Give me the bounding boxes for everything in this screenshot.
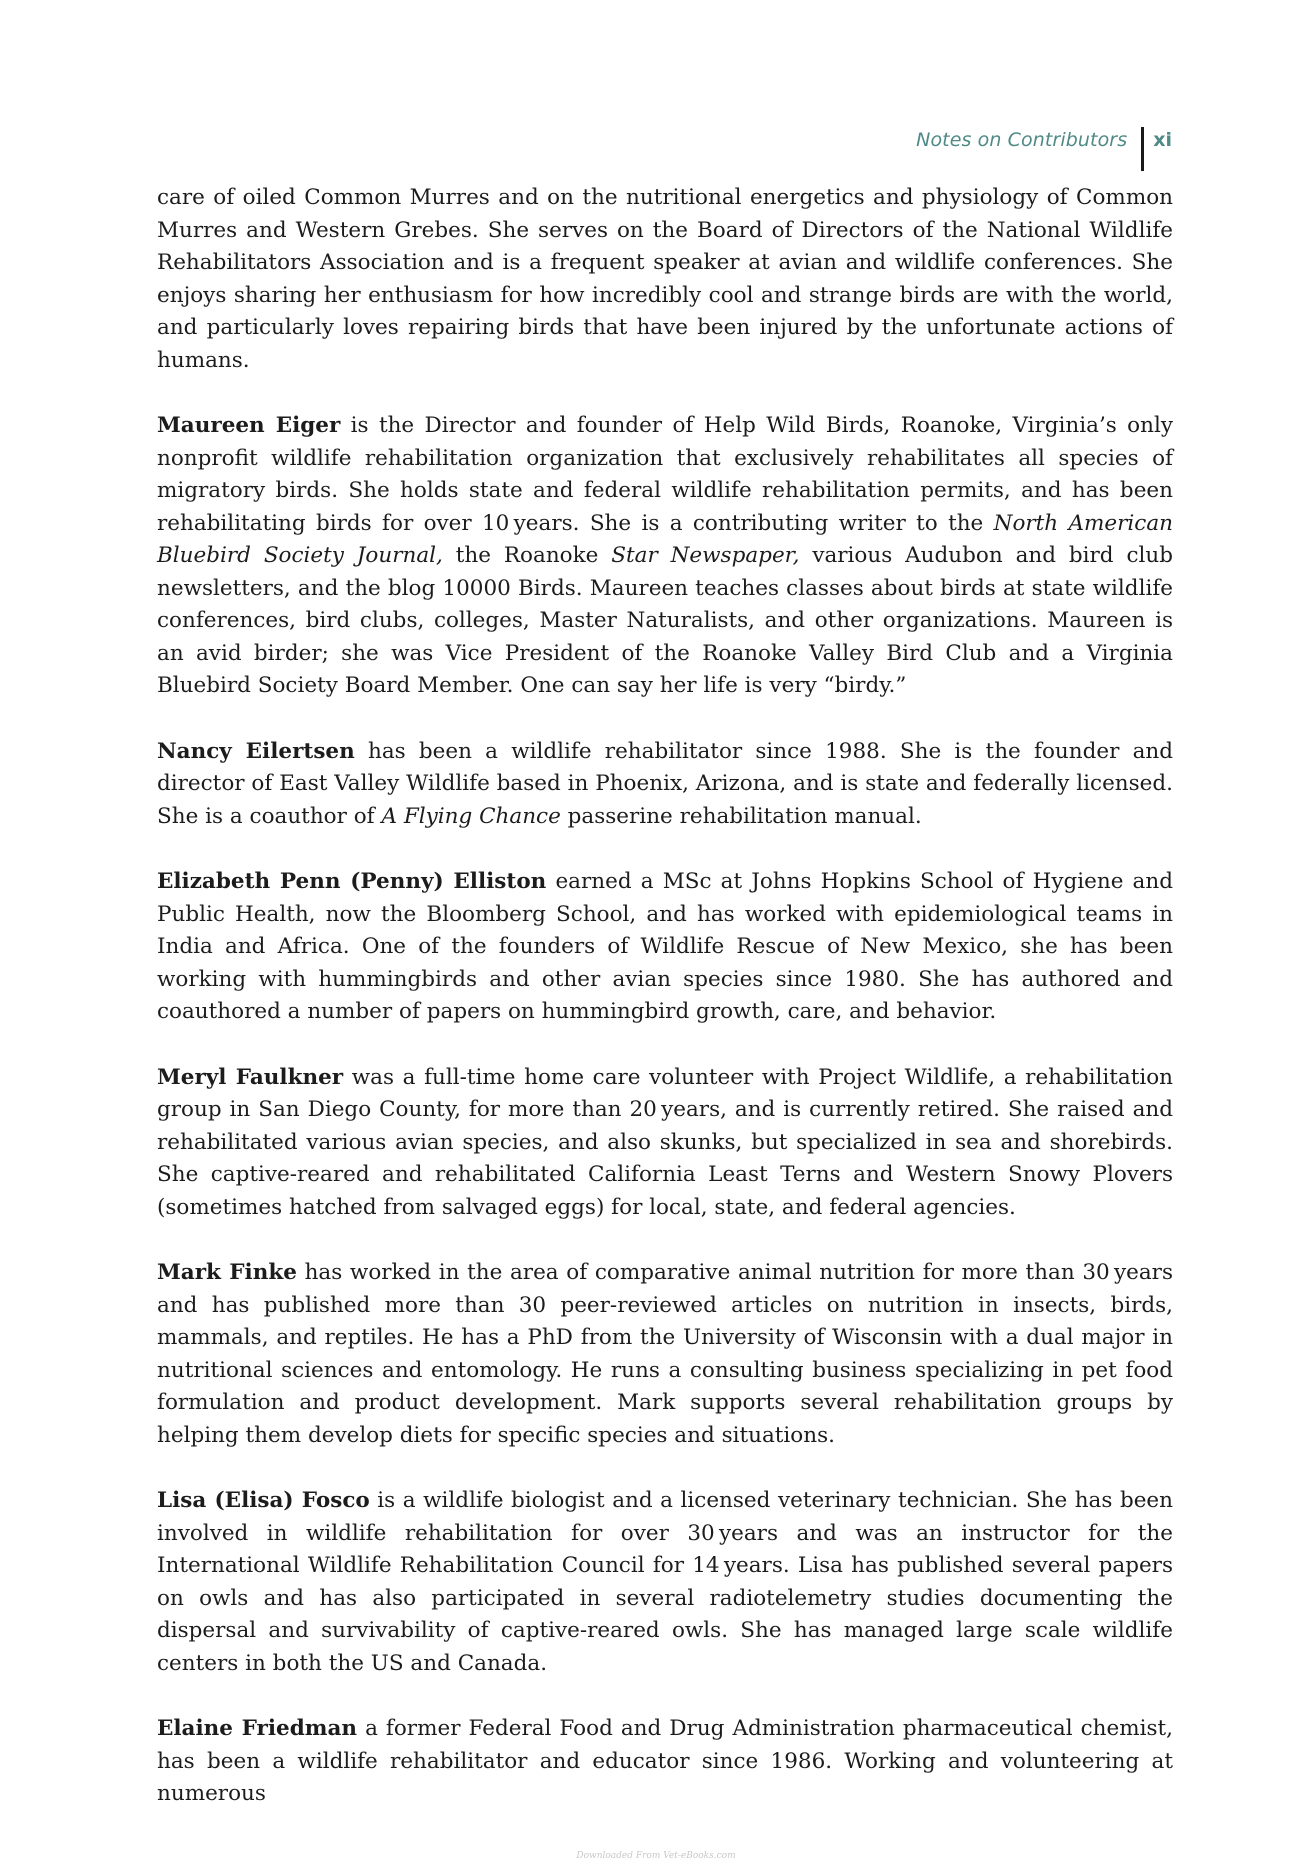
- contributor-name: Mark Finke: [157, 1260, 297, 1285]
- paragraph-text: passerine rehabilitation manual.: [560, 803, 922, 829]
- running-head-rule: [1141, 127, 1144, 171]
- paragraph-text: various Audubon and bird club newsletters, and the blog 10000 Birds. Maureen teaches classes about birds at state wildlife conferences, bird clubs, colleges, Master Naturalists, and other organizations. Maureen is an avid birder; she was Vice President of the Roanoke Valley Bird Club and a Virginia Bluebird Society Board Member. One can say her life is very “birdy.”: [157, 543, 1173, 698]
- paragraph-text: was a full-time home care volunteer with Project Wildlife, a rehabilitation group in San Diego County, for more than 20 years, and is currently retired. She raised and rehabilitated various avian species, and also skunks, but specialized in sea and shorebirds. She captive-reared and rehabilitated California Least Terns and Western Snowy Plovers (sometimes hatched from salvaged eggs) for local, state, and federal agencies.: [157, 1064, 1174, 1220]
- contributor-name: Elaine Friedman: [157, 1716, 358, 1741]
- paragraph-text: earned a MSc at Johns Hopkins School of Hygiene and Public Health, now the Bloomberg School, and has worked with epidemiological teams in India and Africa. One of the founders of Wildlife Rescue of New Mexico, she has been working with hummingbirds and other avian species since 1980. She has authored and coauthored a number of papers on hummingbird growth, care, and behavior.: [157, 869, 1173, 1024]
- paragraph-text: care of oiled Common Murres and on the nutritional energetics and physiology of Common Murres and Western Grebes. She serves on the Board of Directors of the National Wildlife Rehabilitators Association and is a frequent speaker at avian and wildlife conferences. She enjoys sharing her enthusiasm for how incredibly cool and strange birds are with the world, and particularly loves repairing birds that have been injured by the unfortunate actions of humans.: [157, 185, 1173, 373]
- paragraph-text: is the Director and founder of Help Wild Birds, Roanoke, Virginia’s only nonprofit wildlife rehabilitation organization that exclusively rehabilitates all species of migratory birds. She holds state and federal wildlife rehabilitation permits, and has been rehabilitating birds for over 10 years. She is a contributing writer to the: [157, 413, 1173, 536]
- contributor-name: Meryl Faulkner: [157, 1064, 344, 1090]
- paragraph-text: has worked in the area of comparative animal nutrition for more than 30 years and has published more than 30 peer-reviewed articles on nutrition in insects, birds, mammals, and reptiles. He has a PhD from the University of Wisconsin with a dual major in nutritional sciences and entomology. He runs a consulting business specializing in pet food formulation and product development. Mark supports several rehabilitation groups by helping them develop diets for specific species and situations.: [157, 1260, 1173, 1448]
- paragraph-text: has been a wildlife rehabilitator since 1988. She is the founder and director of East Valley Wildlife based in Phoenix, Arizona, and is state and federally licensed. She is a coauthor of: [157, 738, 1174, 829]
- contributor-paragraph: [157, 1257, 1173, 1452]
- contributor-paragraph: [157, 1485, 1173, 1680]
- contributor-name: Nancy Eilertsen: [157, 738, 355, 764]
- running-head-title: Notes on Contributors: [916, 129, 1128, 151]
- contributor-paragraph: [157, 866, 1173, 1029]
- paragraph-text: a former Federal Food and Drug Administration pharmaceutical chemist, has been a wildlife rehabilitator and educator since 1986. Working and volunteering at numerous: [157, 1716, 1173, 1806]
- contributor-name: Elizabeth Penn (Penny) Elliston: [157, 869, 547, 894]
- italic-title: North American Bluebird Society Journal,: [157, 510, 1173, 568]
- italic-title: Star Newspaper,: [611, 543, 800, 568]
- paragraph-text: the Roanoke: [442, 543, 612, 568]
- running-head: [916, 127, 1172, 171]
- contributor-paragraph: [157, 410, 1173, 703]
- page-number: xi: [1153, 129, 1172, 151]
- contributor-name: Lisa (Elisa) Fosco: [157, 1488, 370, 1513]
- contributor-paragraph: [157, 1713, 1173, 1811]
- paragraph-text: is a wildlife biologist and a licensed veterinary technician. She has been involved in wildlife rehabilitation for over 30 years and was an instructor for the International Wildlife Rehabilitation Council for 14 years. Lisa has published several papers on owls and has also participated in several radiotelemetry studies documenting the dispersal and survivability of captive-reared owls. She has managed large scale wildlife centers in both the US and Canada.: [157, 1488, 1173, 1676]
- contributor-paragraph: [157, 1062, 1173, 1225]
- contributors-text: [157, 182, 1173, 1811]
- contributor-paragraph: [157, 736, 1173, 834]
- contributor-paragraph: [157, 182, 1173, 377]
- footer-watermark: Downloaded From Vet-eBooks.com: [576, 1851, 736, 1861]
- italic-title: A Flying Chance: [381, 803, 561, 829]
- contributor-name: Maureen Eiger: [157, 413, 341, 438]
